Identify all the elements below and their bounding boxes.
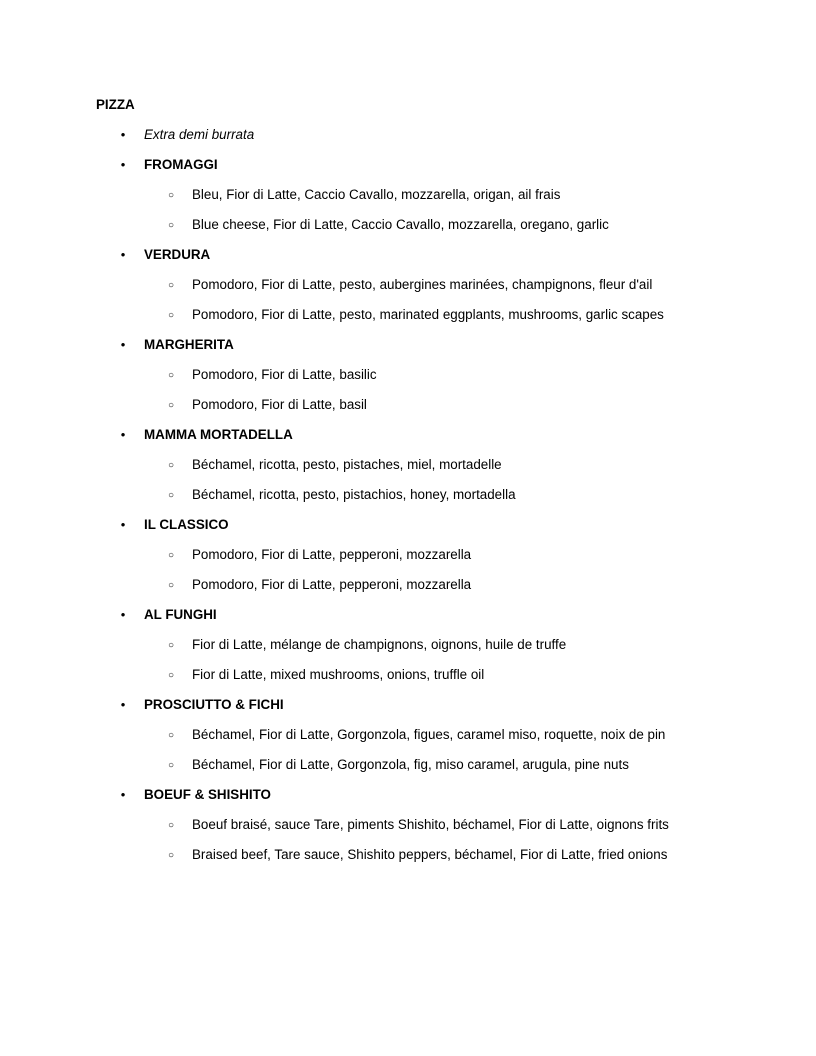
pizza-description-list (0, 546, 816, 606)
pizza-menu-list (0, 126, 816, 876)
pizza-description-item (0, 546, 816, 576)
pizza-description-item (0, 726, 816, 756)
hollow-bullet-icon: ○ (167, 490, 175, 501)
pizza-description-list (0, 186, 816, 246)
pizza-item (0, 786, 816, 876)
pizza-description-item (0, 186, 816, 216)
pizza-name-row (0, 516, 816, 546)
bullet-icon: • (120, 787, 126, 802)
pizza-description: Béchamel, ricotta, pesto, pistachios, honey, mortadella (192, 487, 516, 502)
page-title: PIZZA (96, 97, 135, 112)
hollow-bullet-icon: ○ (167, 190, 175, 201)
pizza-description-list (0, 456, 816, 516)
hollow-bullet-icon: ○ (167, 640, 175, 651)
pizza-description-item (0, 456, 816, 486)
extra-row (0, 126, 816, 156)
bullet-icon: • (120, 247, 126, 262)
pizza-description-item (0, 396, 816, 426)
pizza-description-item (0, 816, 816, 846)
pizza-description: Béchamel, Fior di Latte, Gorgonzola, fig, miso caramel, arugula, pine nuts (192, 757, 629, 772)
pizza-name: BOEUF & SHISHITO (144, 787, 271, 802)
pizza-name: MAMMA MORTADELLA (144, 427, 293, 442)
pizza-name-row (0, 786, 816, 816)
pizza-description: Braised beef, Tare sauce, Shishito peppers, béchamel, Fior di Latte, fried onions (192, 847, 668, 862)
pizza-description-item (0, 216, 816, 246)
bullet-icon: • (120, 427, 126, 442)
bullet-icon: • (120, 157, 126, 172)
pizza-name-row (0, 336, 816, 366)
hollow-bullet-icon: ○ (167, 820, 175, 831)
hollow-bullet-icon: ○ (167, 550, 175, 561)
bullet-icon: • (120, 337, 126, 352)
pizza-item (0, 606, 816, 696)
pizza-description: Pomodoro, Fior di Latte, basilic (192, 367, 377, 382)
pizza-description: Fior di Latte, mélange de champignons, oignons, huile de truffe (192, 637, 567, 652)
pizza-description-item (0, 666, 816, 696)
pizza-description: Béchamel, ricotta, pesto, pistaches, miel, mortadelle (192, 457, 502, 472)
bullet-icon: • (120, 517, 126, 532)
pizza-name-row (0, 156, 816, 186)
pizza-description: Boeuf braisé, sauce Tare, piments Shishito, béchamel, Fior di Latte, oignons frits (192, 817, 669, 832)
hollow-bullet-icon: ○ (167, 580, 175, 591)
hollow-bullet-icon: ○ (167, 280, 175, 291)
pizza-description-item (0, 486, 816, 516)
pizza-item (0, 156, 816, 246)
pizza-description: Pomodoro, Fior di Latte, pesto, marinated eggplants, mushrooms, garlic scapes (192, 307, 664, 322)
extra-text: Extra demi burrata (144, 127, 255, 142)
pizza-description-list (0, 366, 816, 426)
pizza-name: FROMAGGI (144, 157, 218, 172)
hollow-bullet-icon: ○ (167, 460, 175, 471)
pizza-name-row (0, 426, 816, 456)
pizza-description-item (0, 576, 816, 606)
hollow-bullet-icon: ○ (167, 760, 175, 771)
pizza-description-list (0, 276, 816, 336)
pizza-description: Pomodoro, Fior di Latte, basil (192, 397, 367, 412)
pizza-name-row (0, 606, 816, 636)
pizza-description-list (0, 816, 816, 876)
pizza-name: IL CLASSICO (144, 517, 229, 532)
pizza-item (0, 246, 816, 336)
hollow-bullet-icon: ○ (167, 370, 175, 381)
pizza-item (0, 336, 816, 426)
hollow-bullet-icon: ○ (167, 400, 175, 411)
pizza-item (0, 426, 816, 516)
pizza-description-item (0, 366, 816, 396)
pizza-description-list (0, 726, 816, 786)
pizza-description-item (0, 306, 816, 336)
pizza-description: Bleu, Fior di Latte, Caccio Cavallo, mozzarella, origan, ail frais (192, 187, 561, 202)
pizza-name: AL FUNGHI (144, 607, 217, 622)
pizza-name-row (0, 246, 816, 276)
pizza-description-item (0, 276, 816, 306)
pizza-description-list (0, 636, 816, 696)
extra-item (0, 126, 816, 156)
pizza-description-item (0, 756, 816, 786)
hollow-bullet-icon: ○ (167, 220, 175, 231)
pizza-name: VERDURA (144, 247, 211, 262)
pizza-description: Fior di Latte, mixed mushrooms, onions, truffle oil (192, 667, 485, 682)
pizza-description: Béchamel, Fior di Latte, Gorgonzola, figues, caramel miso, roquette, noix de pin (192, 727, 666, 742)
hollow-bullet-icon: ○ (167, 310, 175, 321)
pizza-description-item (0, 636, 816, 666)
pizza-name: PROSCIUTTO & FICHI (144, 697, 284, 712)
pizza-description: Blue cheese, Fior di Latte, Caccio Cavallo, mozzarella, oregano, garlic (192, 217, 609, 232)
hollow-bullet-icon: ○ (167, 670, 175, 681)
bullet-icon: • (120, 697, 126, 712)
pizza-description: Pomodoro, Fior di Latte, pesto, aubergines marinées, champignons, fleur d'ail (192, 277, 653, 292)
bullet-icon: • (120, 127, 126, 142)
hollow-bullet-icon: ○ (167, 850, 175, 861)
hollow-bullet-icon: ○ (167, 730, 175, 741)
pizza-description: Pomodoro, Fior di Latte, pepperoni, mozzarella (192, 547, 472, 562)
pizza-description-item (0, 846, 816, 876)
bullet-icon: • (120, 607, 126, 622)
pizza-item (0, 516, 816, 606)
pizza-description: Pomodoro, Fior di Latte, pepperoni, mozzarella (192, 577, 472, 592)
pizza-name: MARGHERITA (144, 337, 234, 352)
pizza-name-row (0, 696, 816, 726)
pizza-item (0, 696, 816, 786)
